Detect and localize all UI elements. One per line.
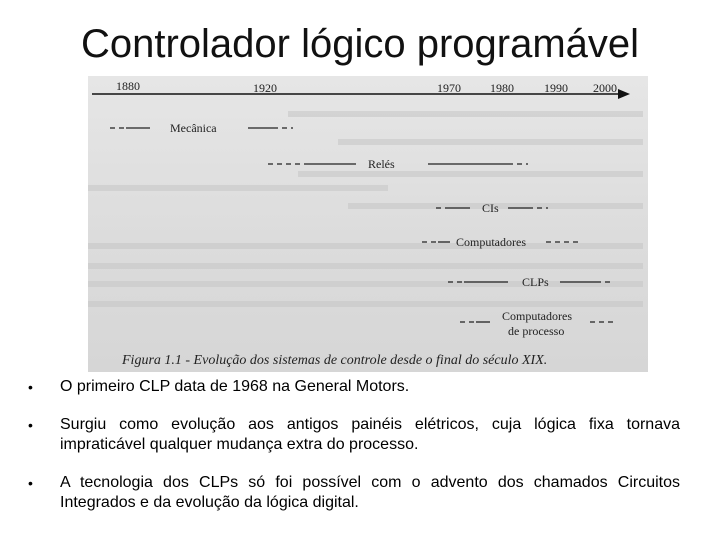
- bullet-marker: •: [28, 379, 33, 395]
- bullet-text: A tecnologia dos CLPs só foi possível com o advento dos chamados Circuitos Integrados e da evolução da lógica digital.: [60, 474, 680, 511]
- bullet-item: [28, 473, 680, 513]
- bullet-marker: •: [28, 417, 33, 433]
- era-label-reles: Relés: [368, 157, 395, 171]
- year-label: 1880: [116, 79, 140, 93]
- bullet-marker: •: [28, 475, 33, 491]
- timeline-arrowhead: [618, 89, 630, 99]
- era-label-clps: CLPs: [522, 275, 549, 289]
- bullet-text: O primeiro CLP data de 1968 na General Motors.: [60, 378, 410, 395]
- figure-caption-text: - Evolução dos sistemas de controle desde o final do século XIX.: [181, 353, 548, 368]
- year-label: 1980: [490, 81, 514, 95]
- bullet-item: [28, 415, 680, 455]
- era-label-comp-processo-line1: Computadores: [502, 309, 572, 323]
- figure-caption: [121, 353, 547, 368]
- year-label: 2000: [593, 81, 617, 95]
- era-label-mecanica: Mecânica: [170, 121, 217, 135]
- figure-photo: [88, 76, 648, 372]
- slide-title: Controlador lógico programável: [80, 22, 640, 66]
- year-label: 1990: [544, 81, 568, 95]
- figure-caption-prefix: Figura 1.1: [122, 353, 182, 368]
- era-label-cis: CIs: [482, 201, 499, 215]
- year-label: 1970: [437, 81, 461, 95]
- timeline-diagram: [88, 76, 648, 372]
- bullet-item: [28, 377, 680, 397]
- year-label: 1920: [253, 81, 277, 95]
- bullet-text: Surgiu como evolução aos antigos painéis elétricos, cuja lógica fixa tornava impraticável qualquer mudança extra do processo.: [60, 416, 680, 453]
- era-label-computadores: Computadores: [456, 235, 526, 249]
- bullet-list: [28, 376, 680, 513]
- era-label-comp-processo-line2: de processo: [508, 324, 565, 338]
